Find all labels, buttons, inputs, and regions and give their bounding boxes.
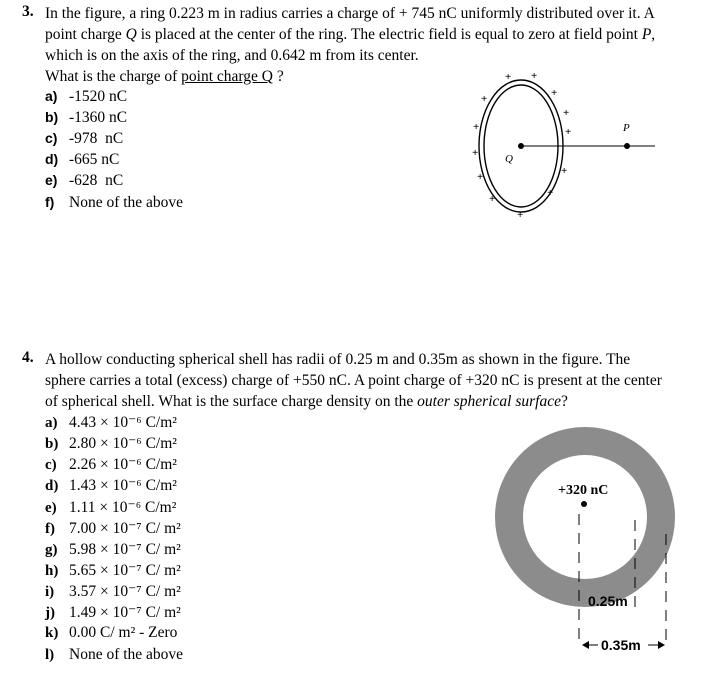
plus-sign: + [561, 165, 568, 177]
question-line-2: sphere carries a total (excess) charge of +550 nC. A point charge of +320 nC is present at the center [45, 372, 662, 389]
point-charge-link[interactable]: point charge Q [181, 68, 273, 85]
field-point-dot [624, 143, 630, 149]
option-e[interactable]: e) 1.11 × 10⁻⁶ C/m² [45, 499, 177, 516]
inner-radius-label: 0.25m [588, 593, 628, 609]
center-charge-dot [581, 501, 587, 507]
option-d[interactable]: d) -665 nC [45, 151, 120, 168]
plus-sign: + [481, 93, 488, 105]
shell-cavity [523, 455, 647, 579]
option-i[interactable]: i) 3.57 × 10⁻⁷ C/ m² [45, 583, 181, 600]
option-l[interactable]: l) None of the above [45, 646, 184, 663]
option-c[interactable]: c) 2.26 × 10⁻⁶ C/m² [45, 456, 177, 473]
option-j[interactable]: j) 1.49 × 10⁻⁷ C/ m² [45, 604, 181, 621]
option-e[interactable]: e) -628 nC [45, 172, 124, 189]
option-h[interactable]: h) 5.65 × 10⁻⁷ C/ m² [45, 562, 181, 579]
option-k[interactable]: k) 0.00 C/ m² - Zero [45, 624, 178, 641]
question-line-4: What is the charge of point charge Q ? [45, 68, 284, 85]
shell-figure [490, 422, 700, 664]
option-a[interactable]: a) -1520 nC [45, 88, 128, 105]
outer-radius-label: 0.35m [601, 637, 641, 653]
plus-sign: + [547, 187, 554, 199]
plus-sign: + [531, 70, 538, 82]
plus-sign: + [489, 193, 496, 205]
field-point-label: P [623, 122, 630, 134]
option-f[interactable]: f) None of the above [45, 194, 184, 211]
plus-sign: + [477, 171, 484, 183]
ring-figure [455, 66, 665, 226]
plus-sign: + [473, 121, 480, 133]
option-b[interactable]: b) -1360 nC [45, 109, 128, 126]
option-f[interactable]: f) 7.00 × 10⁻⁷ C/ m² [45, 520, 181, 537]
plus-sign: + [565, 126, 572, 138]
option-g[interactable]: g) 5.98 × 10⁻⁷ C/ m² [45, 541, 181, 558]
option-a[interactable]: a) 4.43 × 10⁻⁶ C/m² [45, 414, 177, 431]
center-charge-dot [518, 143, 524, 149]
option-c[interactable]: c) -978 nC [45, 130, 124, 147]
plus-sign: + [563, 107, 570, 119]
arrow-left-head [582, 641, 589, 649]
center-charge-label: +320 nC [558, 483, 609, 498]
question-line-1: In the figure, a ring 0.223 m in radius carries a charge of + 745 nC uniformly distributed over it. A [45, 5, 655, 22]
question-number: 4. [22, 349, 34, 366]
question-line-2: point charge Q is placed at the center of the ring. The electric field is equal to zero at field point P, [45, 26, 656, 43]
question-line-1: A hollow conducting spherical shell has radii of 0.25 m and 0.35m as shown in the figure. The [45, 351, 631, 368]
plus-sign: + [517, 209, 524, 221]
option-b[interactable]: b) 2.80 × 10⁻⁶ C/m² [45, 435, 177, 452]
question-line-3: of spherical shell. What is the surface charge density on the outer spherical surface? [45, 393, 568, 410]
arrow-right-head [658, 641, 665, 649]
plus-sign: + [505, 71, 512, 83]
question-number: 3. [22, 3, 34, 20]
plus-sign: + [551, 87, 558, 99]
question-line-3: which is on the axis of the ring, and 0.642 m from its center. [45, 47, 419, 64]
plus-sign: + [472, 147, 479, 159]
option-d[interactable]: d) 1.43 × 10⁻⁶ C/m² [45, 477, 177, 494]
center-charge-label: Q [505, 153, 513, 165]
